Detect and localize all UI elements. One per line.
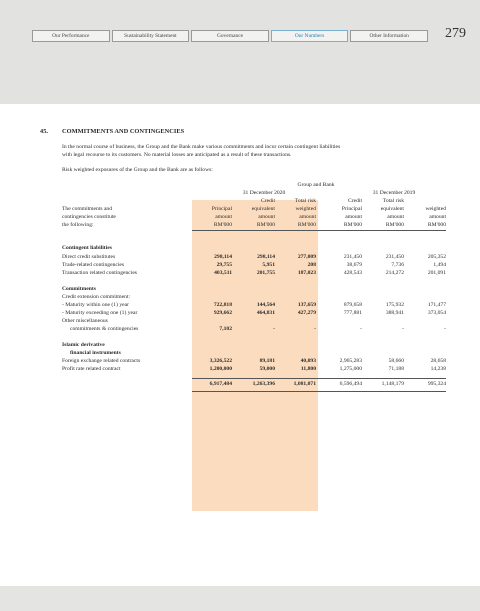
tab-sustainability-statement[interactable]: Sustainability Statement [112,30,190,42]
table-row-label: Profit rate related contract [62,366,121,372]
table-cell: 171,477 [427,302,446,308]
tab-our-performance[interactable]: Our Performance [32,30,110,42]
table-cell: 201,091 [427,270,446,276]
table-cell: 7,102 [219,326,232,332]
period-2019-header: 31 December 2019 [372,190,416,196]
table-cell: 388,941 [385,310,404,316]
table-row-label: Direct credit substitutes [62,254,116,260]
column-header: RM'000 [297,222,316,228]
row-label-header: contingencies constitute [62,214,116,220]
table-cell: 464,831 [256,310,275,316]
table-cell: 201,755 [256,270,275,276]
table-cell: - [273,326,275,332]
row-label-header: the following: [62,222,94,228]
tab-other-information[interactable]: Other Information [350,30,428,42]
table-row-label: commitments & contingencies [70,326,139,332]
table-row-label: Trade-related contingencies [62,262,125,268]
table-cell: 722,818 [213,302,232,308]
row-label-header: The commitments and [62,206,113,212]
column-header: RM'000 [213,222,232,228]
table-cell: 373,054 [427,310,446,316]
section-title: COMMITMENTS AND CONTINGENCIES [62,128,185,135]
column-header: amount [345,214,362,220]
column-header: Total risk [382,198,404,204]
header-rule [192,230,446,231]
table-cell: 89,181 [259,358,275,364]
table-cell: 428,543 [343,270,362,276]
section-number: 45. [40,128,48,135]
table-cell: 214,272 [385,270,404,276]
table-cell: 231,450 [385,254,404,260]
table-row-label: financial instruments [70,350,121,356]
intro-line-2: with legal recourse to its customers. No material losses are anticipated as a result of these transactions. [62,152,292,158]
column-header: Principal [211,206,232,212]
table-row-label: - Maturity within one (1) year [62,302,129,308]
table-row-label: Commitments [62,286,96,292]
table-cell: 205,352 [427,254,446,260]
table-cell: 11,800 [300,366,316,372]
page-header [0,0,480,104]
table-row-label: Credit extension commitment: [62,294,131,300]
table-cell: 38,679 [346,262,362,268]
table-row-label: Islamic derivative [62,342,105,348]
table-row-label: Transaction related contingencies [62,270,137,276]
column-header: amount [299,214,316,220]
intro-risk-weighted: Risk weighted exposures of the Group and the Bank are as follows: [62,167,213,173]
section-nav [32,30,430,42]
table-row-label: Contingent liabilities [62,245,112,251]
table-cell: 71,188 [388,366,404,372]
table-cell: 879,658 [343,302,362,308]
table-cell: 208 [307,262,316,268]
column-header: Total risk [294,198,316,204]
page-footer [0,586,480,611]
column-header: RM'000 [385,222,404,228]
total-cell: 995,324 [427,381,446,387]
table-cell: - [444,326,446,332]
table-cell: 175,932 [385,302,404,308]
table-cell: 777,881 [343,310,362,316]
table-row-label: Other miscellaneous [62,318,108,324]
table-cell: - [402,326,404,332]
column-header: amount [258,214,275,220]
total-top-rule [192,378,446,379]
column-header: equivalent [380,206,404,212]
table-cell: 40,093 [300,358,316,364]
table-cell: 5,951 [262,262,275,268]
table-cell: 2,965,283 [339,358,362,364]
table-cell: 1,494 [433,262,446,268]
table-cell: 137,659 [297,302,316,308]
column-header: amount [215,214,232,220]
tab-our-numbers[interactable]: Our Numbers [271,30,349,42]
current-year-highlight [192,200,318,511]
table-cell: 3,326,522 [209,358,232,364]
column-header: RM'000 [343,222,362,228]
column-header: equivalent [251,206,275,212]
table-cell: 29,755 [216,262,232,268]
total-cell: 1,148,179 [381,381,404,387]
table-cell: 59,000 [259,366,275,372]
column-header: weighted [295,206,316,212]
intro-line-1: In the normal course of business, the Group and the Bank make various commitments and incur certain contingent liabilities [62,144,341,150]
page-number: 279 [445,26,466,41]
table-cell: - [314,326,316,332]
column-header: weighted [425,206,446,212]
column-header: Principal [341,206,362,212]
table-cell: 277,009 [297,254,316,260]
column-header: RM'000 [427,222,446,228]
column-header: Credit [261,198,275,204]
table-cell: 298,114 [214,254,232,260]
table-cell: 231,450 [343,254,362,260]
total-cell: 6,917,484 [209,381,232,387]
total-cell: 1,081,071 [293,381,316,387]
table-cell: 7,736 [391,262,404,268]
total-cell: 1,263,396 [252,381,275,387]
tab-governance[interactable]: Governance [191,30,269,42]
table-cell: 403,511 [214,270,232,276]
table-cell: 144,564 [256,302,275,308]
period-2020-header: 31 December 2020 [242,190,286,196]
table-row-label: Foreign exchange related contracts [62,358,141,364]
table-cell: - [360,326,362,332]
total-bottom-rule [192,391,446,392]
column-header: Credit [348,198,362,204]
total-cell: 6,596,494 [339,381,362,387]
table-cell: 187,023 [297,270,316,276]
column-header: amount [387,214,404,220]
column-header: amount [429,214,446,220]
column-header: RM'000 [256,222,275,228]
table-cell: 14,238 [430,366,446,372]
table-cell: 929,662 [213,310,232,316]
table-cell: 298,114 [257,254,275,260]
table-cell: 28,658 [430,358,446,364]
table-cell: 1,200,000 [209,366,232,372]
table-cell: 1,275,000 [339,366,362,372]
table-cell: 427,279 [297,310,316,316]
table-row-label: - Maturity exceeding one (1) year [62,310,138,316]
group-bank-header: Group and Bank [297,182,335,188]
table-cell: 58,660 [388,358,404,364]
